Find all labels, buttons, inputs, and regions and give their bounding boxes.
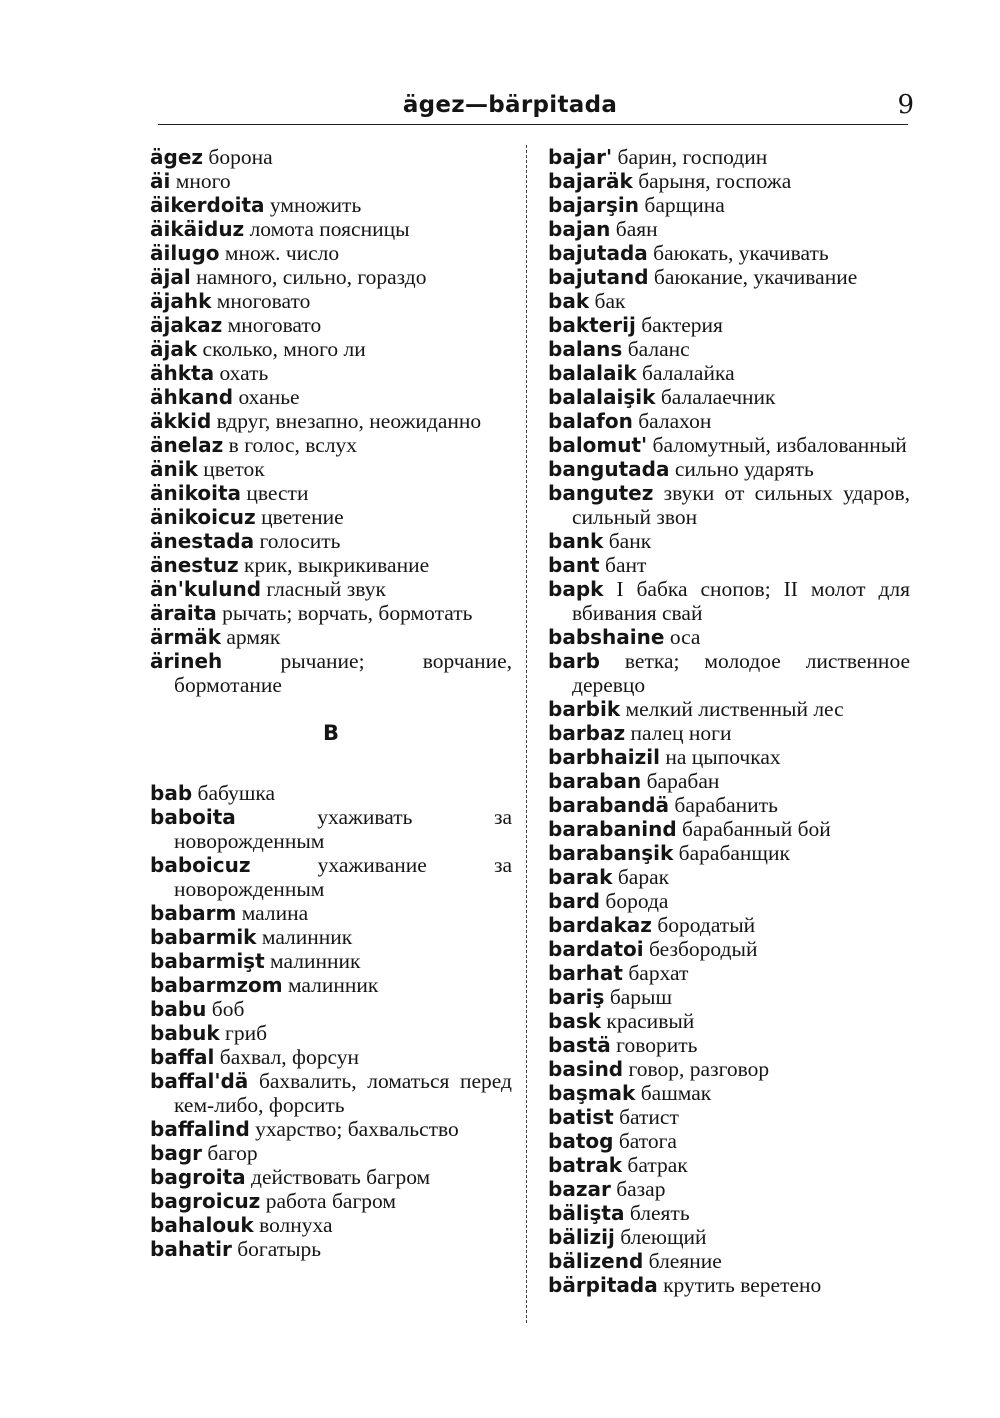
entry-translation: охать bbox=[219, 361, 269, 385]
dictionary-entry bbox=[150, 457, 512, 481]
entry-translation: действовать багром bbox=[251, 1165, 431, 1189]
entry-translation: блеяние bbox=[648, 1249, 722, 1273]
dictionary-entry bbox=[548, 289, 910, 313]
dictionary-entry bbox=[150, 409, 512, 433]
entry-headword: babarmzom bbox=[150, 973, 283, 997]
entry-headword: änik bbox=[150, 457, 198, 481]
entry-headword: änestada bbox=[150, 529, 255, 553]
entry-translation: цветок bbox=[203, 457, 265, 481]
entry-headword: bak bbox=[548, 289, 590, 313]
entry-translation: цвести bbox=[246, 481, 309, 505]
entry-translation: намного, сильно, гораздо bbox=[196, 265, 427, 289]
entry-translation: барабанный бой bbox=[682, 817, 831, 841]
dictionary-entry bbox=[150, 529, 512, 553]
entry-headword: äjakaz bbox=[150, 313, 223, 337]
entries-section-a bbox=[150, 145, 512, 697]
entry-translation: рычание; ворчание, бормотание bbox=[174, 649, 512, 697]
entry-headword: bariş bbox=[548, 985, 605, 1009]
entry-headword: barb bbox=[548, 649, 600, 673]
dictionary-entry bbox=[548, 169, 910, 193]
dictionary-entry bbox=[548, 553, 910, 577]
entry-translation: балалайка bbox=[642, 361, 735, 385]
dictionary-entry bbox=[548, 1201, 910, 1225]
dictionary-entry bbox=[548, 937, 910, 961]
dictionary-entry bbox=[548, 841, 910, 865]
entry-headword: äraita bbox=[150, 601, 217, 625]
entry-headword: bälizij bbox=[548, 1225, 615, 1249]
entry-headword: än'kulund bbox=[150, 577, 262, 601]
entry-headword: bahatir bbox=[150, 1237, 232, 1261]
entry-translation: рычать; ворчать, бормотать bbox=[222, 601, 473, 625]
entry-translation: говор, разговор bbox=[628, 1057, 770, 1081]
entry-translation: бахвал, форсун bbox=[219, 1045, 360, 1069]
entry-translation: говорить bbox=[616, 1033, 698, 1057]
entry-headword: bälizend bbox=[548, 1249, 644, 1273]
entry-headword: barak bbox=[548, 865, 613, 889]
entry-headword: babu bbox=[150, 997, 207, 1021]
entry-translation: барыня, госпожа bbox=[638, 169, 792, 193]
entry-translation: банк bbox=[608, 529, 652, 553]
entry-headword: bajan bbox=[548, 217, 611, 241]
entry-headword: ärineh bbox=[150, 649, 223, 673]
dictionary-entry bbox=[150, 1165, 512, 1189]
entry-headword: babarm bbox=[150, 901, 237, 925]
entry-translation: базар bbox=[616, 1177, 666, 1201]
dictionary-entry bbox=[150, 601, 512, 625]
entry-translation: крутить веретено bbox=[663, 1273, 822, 1297]
dictionary-entry bbox=[548, 1177, 910, 1201]
dictionary-entry bbox=[548, 409, 910, 433]
entry-headword: balans bbox=[548, 337, 623, 361]
dictionary-entry bbox=[548, 745, 910, 769]
dictionary-entry bbox=[150, 901, 512, 925]
dictionary-entry bbox=[150, 553, 512, 577]
entry-translation: бактерия bbox=[641, 313, 723, 337]
column-divider bbox=[526, 145, 527, 1323]
entry-translation: борода bbox=[605, 889, 669, 913]
entry-headword: bagroicuz bbox=[150, 1189, 261, 1213]
entry-headword: bastä bbox=[548, 1033, 611, 1057]
entry-headword: bant bbox=[548, 553, 600, 577]
entry-headword: bärpitada bbox=[548, 1273, 658, 1297]
entry-headword: bardatoi bbox=[548, 937, 644, 961]
dictionary-entry bbox=[150, 949, 512, 973]
dictionary-entry bbox=[548, 433, 910, 457]
entry-translation: звуки от сильных ударов, сильный звон bbox=[572, 481, 911, 529]
entry-translation: многовато bbox=[227, 313, 322, 337]
entry-translation: батога bbox=[618, 1129, 677, 1153]
entry-headword: änelaz bbox=[150, 433, 224, 457]
entry-translation: баюкать, укачивать bbox=[653, 241, 829, 265]
entry-translation: малинник bbox=[270, 949, 361, 973]
entry-headword: bagroita bbox=[150, 1165, 246, 1189]
dictionary-entry bbox=[150, 781, 512, 805]
dictionary-entry bbox=[548, 817, 910, 841]
dictionary-entry bbox=[150, 433, 512, 457]
entry-translation: мелкий лиственный лес bbox=[625, 697, 844, 721]
dictionary-entry bbox=[548, 961, 910, 985]
entry-translation: ломота поясницы bbox=[249, 217, 410, 241]
dictionary-entry bbox=[548, 1273, 910, 1297]
entry-translation: гласный звук bbox=[266, 577, 386, 601]
entry-headword: baboita bbox=[150, 805, 236, 829]
entry-translation: бархат bbox=[628, 961, 689, 985]
dictionary-entry bbox=[150, 1045, 512, 1069]
dictionary-entry bbox=[548, 265, 910, 289]
entry-translation: волнуха bbox=[259, 1213, 333, 1237]
entry-headword: balalaişik bbox=[548, 385, 656, 409]
entry-translation: сколько, много ли bbox=[202, 337, 366, 361]
entry-translation: малинник bbox=[287, 973, 379, 997]
entry-translation: богатырь bbox=[237, 1237, 322, 1261]
entry-translation: ветка; молодое лиственное деревцо bbox=[572, 649, 910, 697]
entry-translation: оханье bbox=[238, 385, 300, 409]
entry-headword: äjal bbox=[150, 265, 191, 289]
entry-translation: борона bbox=[208, 145, 273, 169]
dictionary-entry bbox=[548, 481, 910, 529]
entry-headword: äjak bbox=[150, 337, 198, 361]
dictionary-entry bbox=[150, 313, 512, 337]
entry-headword: bab bbox=[150, 781, 193, 805]
dictionary-entry bbox=[548, 985, 910, 1009]
header-rule bbox=[158, 124, 908, 125]
dictionary-entry bbox=[548, 145, 910, 169]
dictionary-entry bbox=[548, 457, 910, 481]
entry-headword: batog bbox=[548, 1129, 614, 1153]
entry-translation: барыш bbox=[609, 985, 673, 1009]
dictionary-entry bbox=[548, 1249, 910, 1273]
dictionary-entry bbox=[150, 193, 512, 217]
dictionary-entry bbox=[150, 1069, 512, 1117]
dictionary-entry bbox=[150, 973, 512, 997]
entry-translation: I бабка снопов; II молот для вбивания свай bbox=[572, 577, 910, 625]
entry-headword: barbhaizil bbox=[548, 745, 660, 769]
entry-headword: baffal'dä bbox=[150, 1069, 249, 1093]
dictionary-entry bbox=[150, 289, 512, 313]
dictionary-entry bbox=[548, 241, 910, 265]
dictionary-entry bbox=[150, 265, 512, 289]
entry-headword: änikoicuz bbox=[150, 505, 256, 529]
dictionary-entry bbox=[150, 997, 512, 1021]
entry-headword: bard bbox=[548, 889, 600, 913]
entry-headword: batrak bbox=[548, 1153, 623, 1177]
entry-translation: бородатый bbox=[657, 913, 756, 937]
entry-headword: bajaräk bbox=[548, 169, 633, 193]
entry-headword: barabandä bbox=[548, 793, 670, 817]
entry-translation: сильно ударять bbox=[674, 457, 814, 481]
entry-headword: bahalouk bbox=[150, 1213, 254, 1237]
dictionary-entry bbox=[150, 925, 512, 949]
entry-translation: безбородый bbox=[649, 937, 758, 961]
dictionary-entry bbox=[548, 1009, 910, 1033]
dictionary-entry bbox=[150, 385, 512, 409]
dictionary-entry bbox=[548, 193, 910, 217]
entry-headword: bakterij bbox=[548, 313, 636, 337]
entry-headword: bangutez bbox=[548, 481, 654, 505]
entry-translation: барабанщик bbox=[678, 841, 790, 865]
dictionary-entry bbox=[150, 337, 512, 361]
dictionary-entry bbox=[548, 913, 910, 937]
entry-translation: армяк bbox=[226, 625, 281, 649]
entry-translation: бант bbox=[605, 553, 647, 577]
dictionary-entry bbox=[548, 889, 910, 913]
entry-translation: батрак bbox=[627, 1153, 688, 1177]
entry-translation: многовато bbox=[216, 289, 311, 313]
dictionary-entry bbox=[548, 1057, 910, 1081]
right-column bbox=[548, 145, 910, 1297]
entry-headword: bazar bbox=[548, 1177, 611, 1201]
entry-translation: много bbox=[175, 169, 231, 193]
entry-translation: барабан bbox=[646, 769, 720, 793]
entry-headword: bälişta bbox=[548, 1201, 625, 1225]
entry-translation: красивый bbox=[606, 1009, 695, 1033]
entry-translation: крик, выкрикивание bbox=[244, 553, 430, 577]
dictionary-entry bbox=[548, 577, 910, 625]
dictionary-entry bbox=[548, 361, 910, 385]
entry-headword: ähkta bbox=[150, 361, 215, 385]
left-column bbox=[150, 145, 512, 1261]
dictionary-entry bbox=[150, 241, 512, 265]
entry-headword: äi bbox=[150, 169, 171, 193]
dictionary-entry bbox=[150, 625, 512, 649]
dictionary-entry bbox=[548, 385, 910, 409]
dictionary-entry bbox=[548, 697, 910, 721]
entry-headword: baboicuz bbox=[150, 853, 251, 877]
entry-headword: äikerdoita bbox=[150, 193, 265, 217]
entry-translation: множ. число bbox=[224, 241, 340, 265]
entry-translation: барак bbox=[617, 865, 670, 889]
entry-headword: bajar' bbox=[548, 145, 613, 169]
entry-translation: работа багром bbox=[265, 1189, 396, 1213]
entry-headword: bapk bbox=[548, 577, 604, 601]
entry-translation: бак bbox=[594, 289, 626, 313]
dictionary-entry bbox=[150, 649, 512, 697]
dictionary-entry bbox=[150, 361, 512, 385]
entry-translation: на цыпочках bbox=[665, 745, 781, 769]
entry-translation: в голос, вслух bbox=[228, 433, 358, 457]
dictionary-entry bbox=[548, 1225, 910, 1249]
entry-headword: baraban bbox=[548, 769, 642, 793]
dictionary-entry bbox=[548, 1129, 910, 1153]
entry-headword: ägez bbox=[150, 145, 204, 169]
dictionary-entry bbox=[548, 1033, 910, 1057]
entry-translation: барин, господин bbox=[617, 145, 768, 169]
entry-headword: babuk bbox=[150, 1021, 220, 1045]
dictionary-entry bbox=[548, 1081, 910, 1105]
entry-translation: ухаживать за новорожденным bbox=[174, 805, 512, 853]
entry-headword: barbik bbox=[548, 697, 621, 721]
page-header-title: ägez—bärpitada bbox=[402, 92, 618, 118]
section-letter: B bbox=[322, 721, 339, 745]
dictionary-entry bbox=[150, 145, 512, 169]
entry-headword: bardakaz bbox=[548, 913, 652, 937]
entry-headword: balalaik bbox=[548, 361, 637, 385]
dictionary-entry bbox=[548, 769, 910, 793]
entry-headword: äikäiduz bbox=[150, 217, 245, 241]
dictionary-entry bbox=[150, 805, 512, 853]
dictionary-entry bbox=[548, 625, 910, 649]
dictionary-entry bbox=[150, 169, 512, 193]
entry-translation: батист bbox=[619, 1105, 679, 1129]
entry-headword: babarmişt bbox=[150, 949, 265, 973]
entry-translation: блеять bbox=[629, 1201, 690, 1225]
dictionary-entry bbox=[150, 505, 512, 529]
dictionary-entry bbox=[150, 577, 512, 601]
dictionary-entry bbox=[150, 1189, 512, 1213]
entry-translation: малина bbox=[241, 901, 309, 925]
entry-translation: балахон bbox=[638, 409, 712, 433]
entry-translation: баланс bbox=[627, 337, 690, 361]
entry-translation: баюкание, укачивание bbox=[653, 265, 858, 289]
dictionary-entry bbox=[150, 853, 512, 901]
dictionary-entry bbox=[548, 865, 910, 889]
entries-section-b bbox=[150, 781, 512, 1261]
entry-translation: блеющий bbox=[620, 1225, 707, 1249]
dictionary-entry bbox=[548, 313, 910, 337]
dictionary-entry bbox=[150, 481, 512, 505]
entry-headword: bagr bbox=[150, 1141, 202, 1165]
entry-headword: äkkid bbox=[150, 409, 212, 433]
entry-headword: äilugo bbox=[150, 241, 220, 265]
dictionary-entry bbox=[150, 217, 512, 241]
entry-headword: barabanind bbox=[548, 817, 677, 841]
entry-translation: палец ноги bbox=[630, 721, 732, 745]
dictionary-entry bbox=[548, 217, 910, 241]
entry-headword: baffal bbox=[150, 1045, 215, 1069]
entry-headword: batist bbox=[548, 1105, 614, 1129]
entry-translation: барабанить bbox=[674, 793, 778, 817]
entry-translation: бахвалить, ломаться перед кем-либо, форсить bbox=[174, 1069, 512, 1117]
entry-headword: baffalind bbox=[150, 1117, 250, 1141]
entry-translation: багор bbox=[207, 1141, 258, 1165]
entry-headword: äjahk bbox=[150, 289, 212, 313]
entries-list bbox=[548, 145, 910, 1297]
dictionary-entry bbox=[548, 649, 910, 697]
entry-headword: bask bbox=[548, 1009, 602, 1033]
entry-headword: änikoita bbox=[150, 481, 242, 505]
entry-headword: basind bbox=[548, 1057, 624, 1081]
entry-translation: балалаечник bbox=[660, 385, 776, 409]
entry-headword: änestuz bbox=[150, 553, 239, 577]
dictionary-entry bbox=[548, 1153, 910, 1177]
entry-headword: babarmik bbox=[150, 925, 257, 949]
entry-headword: babshaine bbox=[548, 625, 665, 649]
entry-headword: barabanşik bbox=[548, 841, 674, 865]
entry-translation: барщина bbox=[644, 193, 725, 217]
entry-translation: боб bbox=[211, 997, 245, 1021]
entry-headword: bajutand bbox=[548, 265, 649, 289]
entry-translation: цветение bbox=[261, 505, 344, 529]
entry-headword: başmak bbox=[548, 1081, 636, 1105]
entry-headword: barhat bbox=[548, 961, 623, 985]
entry-translation: умножить bbox=[269, 193, 362, 217]
dictionary-entry bbox=[150, 1021, 512, 1045]
entry-headword: bajutada bbox=[548, 241, 648, 265]
dictionary-entry bbox=[548, 1105, 910, 1129]
entry-headword: barbaz bbox=[548, 721, 626, 745]
entry-headword: bank bbox=[548, 529, 604, 553]
entry-translation: гриб bbox=[225, 1021, 268, 1045]
entry-headword: balomut' bbox=[548, 433, 648, 457]
entry-headword: ähkand bbox=[150, 385, 234, 409]
entry-translation: бабушка bbox=[197, 781, 276, 805]
entry-translation: башмак bbox=[640, 1081, 712, 1105]
entry-translation: голосить bbox=[259, 529, 341, 553]
page-number: 9 bbox=[897, 90, 914, 120]
dictionary-entry bbox=[150, 1237, 512, 1261]
entry-translation: ухаживание за новорожденным bbox=[174, 853, 512, 901]
entry-translation: баломутный, избалованный bbox=[652, 433, 907, 457]
entry-translation: оса bbox=[669, 625, 701, 649]
entry-translation: баян bbox=[615, 217, 658, 241]
dictionary-entry bbox=[548, 721, 910, 745]
entry-translation: ухарство; бахвальство bbox=[255, 1117, 459, 1141]
entry-headword: bangutada bbox=[548, 457, 670, 481]
dictionary-entry bbox=[150, 1117, 512, 1141]
dictionary-entry bbox=[548, 529, 910, 553]
entry-headword: ärmäk bbox=[150, 625, 221, 649]
dictionary-entry bbox=[150, 1141, 512, 1165]
entry-translation: вдруг, внезапно, неожиданно bbox=[216, 409, 482, 433]
dictionary-entry bbox=[548, 793, 910, 817]
entry-headword: balafon bbox=[548, 409, 633, 433]
dictionary-entry bbox=[150, 1213, 512, 1237]
entry-headword: bajarşin bbox=[548, 193, 640, 217]
dictionary-entry bbox=[548, 337, 910, 361]
entry-translation: малинник bbox=[261, 925, 353, 949]
